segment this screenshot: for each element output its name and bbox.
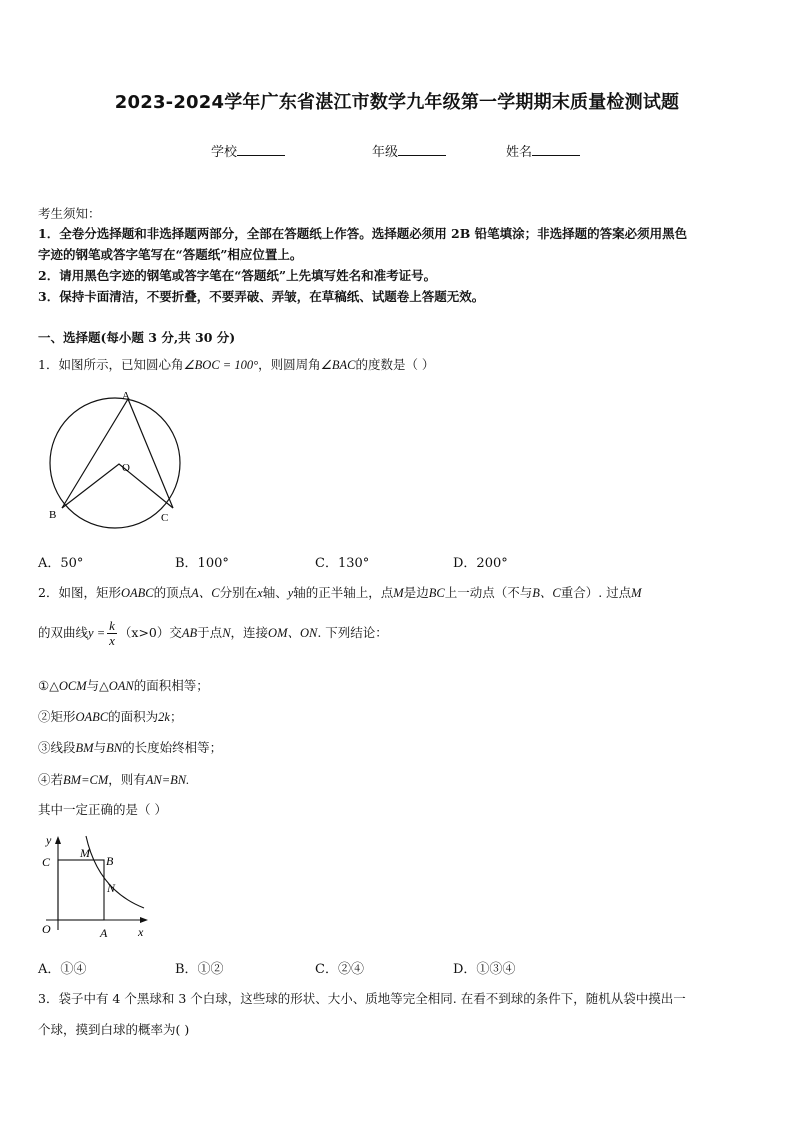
q2-conclusion-3: [38, 738, 222, 756]
rectangle-oabc: [58, 860, 104, 920]
fig-label-c: C: [42, 855, 51, 869]
q3-line2: 个球，摸到白球的概率为( ): [38, 1022, 190, 1037]
q1-choice-c[interactable]: C．130°: [315, 556, 370, 571]
q2-choice-d[interactable]: D．①③④: [453, 962, 516, 977]
c1c: 与△: [86, 678, 109, 693]
c2c: 的面积为: [108, 709, 159, 724]
q1-stem: [38, 355, 434, 373]
q2-t2: OABC: [120, 586, 154, 600]
q2-t8: y: [287, 586, 294, 600]
q1-choice-d[interactable]: D．200°: [453, 556, 508, 571]
q2-frac-num: k: [109, 618, 115, 633]
c4c: ，则有: [108, 772, 146, 787]
q1-choice-b[interactable]: B．100°: [175, 556, 229, 571]
q2-t12: BC: [428, 586, 445, 600]
label-b: B: [49, 509, 57, 521]
c3c: 与: [93, 740, 107, 755]
q2-line1: [38, 583, 642, 601]
q2-t4: A、C: [191, 586, 220, 600]
c2d: 2k: [158, 710, 170, 724]
chord-lines: [62, 399, 173, 508]
q1-choice-a[interactable]: A．50°: [38, 556, 84, 571]
q1-text-b: ，则圆周角: [258, 357, 321, 372]
y-axis-arrow: [55, 836, 61, 844]
q1-angle-bac: ∠BAC: [320, 358, 356, 372]
q2-fraction: [107, 619, 117, 648]
q2-t10: M: [393, 586, 404, 600]
c3e: 的长度始终相等；: [122, 740, 223, 755]
c2e: ；: [169, 709, 183, 724]
c1e: 的面积相等；: [133, 678, 209, 693]
q2-u7: ，连接: [230, 625, 269, 640]
circle-outline: [50, 398, 180, 528]
radius-lines: [62, 464, 173, 508]
school-field: [211, 141, 285, 160]
c3a: ③线段: [38, 740, 76, 755]
label-c: C: [161, 512, 169, 524]
q2-question: 其中一定正确的是（ ）: [38, 802, 167, 817]
q2-t11: 是边: [403, 585, 429, 600]
label-o: O: [122, 462, 130, 474]
q2-t1: 2．如图，矩形: [38, 585, 121, 600]
q2-conclusion-4: [38, 770, 189, 788]
page-title: 2023-2024学年广东省湛江市数学九年级第一学期期末质量检测试题: [114, 92, 680, 113]
c4b: BM=CM: [63, 773, 109, 787]
q3-line1: 3．袋子中有 4 个黑球和 3 个白球，这些球的形状、大小、质地等完全相同. 在看不到球的条件下，随机从袋中摸出一: [38, 991, 686, 1006]
c1d: OAN: [108, 679, 134, 693]
q1-circle-figure: [40, 385, 190, 535]
q2-u9: . 下列结论：: [317, 625, 388, 640]
q2-t14: B、C: [532, 586, 561, 600]
q2-t6: x: [257, 586, 263, 600]
q1-text-c: 的度数是（ ）: [355, 357, 435, 372]
q2-u5: 于点: [197, 625, 223, 640]
q2-frac-den: x: [109, 633, 115, 648]
c1a: ①△: [38, 678, 59, 693]
q1-text-a: 1．如图所示，已知圆心角: [38, 357, 184, 372]
c2b: OABC: [75, 710, 109, 724]
q2-t3: 的顶点: [153, 585, 192, 600]
c2a: ②矩形: [38, 709, 76, 724]
name-blank[interactable]: [532, 143, 580, 156]
q2-t7: 轴、: [262, 585, 288, 600]
fig-label-n: N: [107, 881, 116, 895]
notice-item-1a: 1．全卷分选择题和非选择题两部分，全部在答题纸上作答。选择题必须用 2B 铅笔填涂；非选择题的答案必须用黑色: [38, 226, 688, 241]
label-a: A: [122, 390, 130, 402]
q2-conclusion-2: [38, 707, 183, 725]
q2-choice-a[interactable]: A．①④: [38, 962, 87, 977]
school-blank[interactable]: [237, 143, 285, 156]
q2-choice-b[interactable]: B．①②: [175, 962, 224, 977]
q2-u4: AB: [181, 626, 198, 640]
fig-label-a: A: [100, 926, 108, 940]
c3b: BM: [75, 741, 94, 755]
q1-angle-boc: ∠BOC = 100°: [183, 358, 259, 372]
q2-u3: （x>0）交: [118, 625, 182, 640]
q2-t9: 轴的正半轴上，点: [293, 585, 394, 600]
q2-conclusion-1: [38, 676, 209, 694]
hyperbola-curve: [86, 836, 144, 908]
c4a: ④若: [38, 772, 64, 787]
fig-label-o: O: [42, 922, 51, 936]
name-label: 姓名: [506, 145, 533, 160]
q2-u2: y =: [88, 626, 106, 640]
q2-line2: [38, 619, 388, 648]
q2-hyperbola-figure: [36, 830, 156, 942]
fig-label-m: M: [80, 846, 90, 860]
name-field: [506, 141, 580, 160]
q2-t13: 上一动点（不与: [444, 585, 533, 600]
x-axis-arrow: [140, 917, 148, 923]
notice-item-3: 3．保持卡面清洁，不要折叠，不要弄破、弄皱，在草稿纸、试题卷上答题无效。: [38, 289, 485, 304]
notice-item-2: 2．请用黑色字迹的钢笔或答字笔在“答题纸”上先填写姓名和准考证号。: [38, 268, 437, 283]
notice-item-1b: 字迹的钢笔或答字笔写在“答题纸”相应位置上。: [38, 247, 303, 262]
notice-heading: 考生须知：: [38, 206, 101, 221]
c4d: AN=BN.: [145, 773, 190, 787]
q2-t5: 分别在: [219, 585, 258, 600]
fig-label-b: B: [106, 854, 114, 868]
fig-label-y: y: [46, 833, 52, 847]
q2-u1: 的双曲线: [38, 625, 89, 640]
q2-t16: M: [631, 586, 642, 600]
grade-label: 年级: [372, 145, 399, 160]
c3d: BN: [106, 741, 123, 755]
q2-choice-c[interactable]: C．②④: [315, 962, 364, 977]
grade-field: [372, 141, 446, 160]
fig-label-x: x: [138, 925, 144, 939]
q2-t15: 重合）. 过点: [560, 585, 632, 600]
q2-u6: N: [222, 626, 231, 640]
q2-u8: OM、ON: [268, 626, 318, 640]
school-label: 学校: [211, 145, 238, 160]
grade-blank[interactable]: [398, 143, 446, 156]
section-heading: 一、选择题(每小题 3 分,共 30 分): [38, 330, 236, 345]
c1b: OCM: [58, 679, 87, 693]
